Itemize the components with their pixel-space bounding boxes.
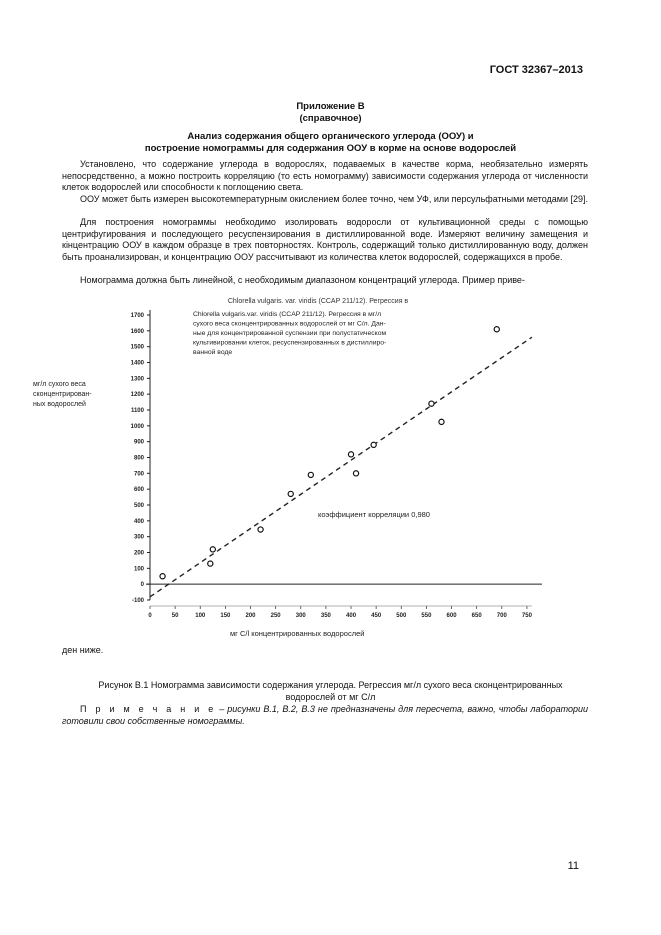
y-tick-label: 600 xyxy=(133,487,144,494)
figure-caption-line1: Рисунок В.1 Номограмма зависимости содержания углерода. Регрессия мг/л сухого веса сконцентрированных xyxy=(98,680,563,690)
paragraph-1: Установлено, что содержание углерода в водорослях, подаваемых в качестве корма, необязательно измерять непосредственно, а можно построить корреляцию (то есть номограмму) зависимости содержания углерода от численности клеток водорослей или способности к поглощению света. xyxy=(62,159,588,193)
data-point xyxy=(258,527,263,532)
x-tick-label: 500 xyxy=(396,613,407,619)
data-point xyxy=(371,442,376,447)
x-tick-label: 450 xyxy=(371,613,382,619)
appendix-heading-line2: построение номограммы для содержания ООУ в корме на основе водорослей xyxy=(144,143,517,154)
y-tick-label: 700 xyxy=(133,471,144,478)
x-tick-label: 0 xyxy=(148,613,152,619)
x-tick-label: 650 xyxy=(471,613,482,619)
data-point xyxy=(160,574,165,579)
nomogram-chart xyxy=(0,290,661,650)
data-point xyxy=(494,327,499,332)
x-tick-label: 600 xyxy=(446,613,457,619)
chart-annotation-line: сухого веса сконцентрированных водорослей от мг С/л. Дан- xyxy=(193,320,386,328)
y-tick-label: 400 xyxy=(133,518,144,525)
x-tick-label: 750 xyxy=(521,613,532,619)
y-tick-label: 1500 xyxy=(130,344,144,351)
page-number: 11 xyxy=(567,860,579,872)
x-tick-label: 200 xyxy=(245,613,256,619)
x-tick-label: 100 xyxy=(195,613,206,619)
y-tick-label: -100 xyxy=(131,598,144,604)
y-tick-label: 1200 xyxy=(130,392,144,399)
note-label: П р и м е ч а н и е xyxy=(80,704,217,714)
x-tick-label: 700 xyxy=(496,613,507,619)
x-tick-label: 550 xyxy=(421,613,432,619)
chart-annotation-line: ванной воде xyxy=(193,349,233,356)
standard-number: ГОСТ 32367–2013 xyxy=(489,64,583,76)
x-axis-label: мг С/l концентрированных водорослей xyxy=(230,629,365,638)
y-tick-label: 100 xyxy=(133,566,144,573)
y-tick-label: 500 xyxy=(133,503,144,509)
x-tick-label: 400 xyxy=(346,613,357,619)
appendix-subtitle: (справочное) xyxy=(299,113,362,124)
appendix-title: Приложение В xyxy=(296,101,365,112)
data-point xyxy=(348,452,353,457)
data-point xyxy=(353,471,358,476)
y-axis-label-line: мг/л сухого веса xyxy=(33,381,86,388)
chart-annotation-line: ные для концентрированной суспензии при полустатическом xyxy=(193,330,387,337)
paragraph-4: Номограмма должна быть линейной, с необходимым диапазоном концентраций углерода. Пример приве- xyxy=(80,275,525,285)
x-tick-label: 300 xyxy=(295,613,306,619)
chart-annotation-line: культивировании клеток, ресуспензированных в дистиллиро- xyxy=(193,339,387,347)
y-tick-label: 0 xyxy=(140,582,144,589)
x-tick-label: 350 xyxy=(320,613,331,619)
y-tick-label: 200 xyxy=(133,550,144,557)
x-tick-label: 50 xyxy=(171,613,179,619)
chart-annotation-line: Chlorella vulgaris.var. viridis (CCAP 211/12). Регрессия в мг/л xyxy=(193,311,382,318)
paragraph-3: Для построения номограммы необходимо изолировать водоросли от культивационной среды с помощью центрифугирования и последующего ресуспензирования в дистиллированной воде. Измеряют величину замещения и кінцентрацию ООУ в каждом образце в трех повторностях. Контроль, содержащий только дистиллированную воду, должен быть проанализирован, и концентрацию ООУ рассчитывают из количества клеток водорослей, содержащихся в пробе. xyxy=(62,217,588,262)
appendix-heading-line1: Анализ содержания общего органического углерода (ООУ) и xyxy=(187,131,474,142)
y-axis-label-line: сконцентрирован- xyxy=(33,391,92,398)
y-tick-label: 1600 xyxy=(130,328,144,335)
y-tick-label: 800 xyxy=(133,455,144,462)
y-tick-label: 1300 xyxy=(130,376,144,383)
x-tick-label: 150 xyxy=(220,613,231,619)
figure-caption-line2: водорослей от мг С/л xyxy=(285,692,376,702)
paragraph-continuation: ден ниже. xyxy=(62,645,104,655)
correlation-label: коэффициент корреляции 0,980 xyxy=(318,510,430,519)
note xyxy=(62,704,588,727)
y-tick-label: 900 xyxy=(133,439,144,446)
data-point xyxy=(439,419,444,424)
data-point xyxy=(210,547,215,552)
y-axis-label-line: ных водорослей xyxy=(33,401,86,408)
note-text: – рисунки В.1, В.2, В.3 не предназначены для пересчета, важно, чтобы лаборатории готовили свои собственные номограммы. xyxy=(62,704,589,726)
y-tick-label: 300 xyxy=(133,534,144,541)
y-tick-label: 1000 xyxy=(130,423,144,430)
y-tick-label: 1400 xyxy=(130,360,144,367)
data-point xyxy=(208,561,213,566)
x-tick-label: 250 xyxy=(270,613,281,619)
regression-line xyxy=(150,337,532,597)
y-tick-label: 1700 xyxy=(130,313,144,319)
data-point xyxy=(429,401,434,406)
data-point xyxy=(288,491,293,496)
data-point xyxy=(308,472,313,477)
paragraph-2: ООУ может быть измерен высокотемпературным окислением более точно, чем УФ, или персульфатными методами [29]. xyxy=(80,194,588,204)
chart-title: Chlorella vulgaris. var. viridis (CCAP 211/12). Регрессия в xyxy=(227,298,409,305)
y-tick-label: 1100 xyxy=(130,408,144,414)
